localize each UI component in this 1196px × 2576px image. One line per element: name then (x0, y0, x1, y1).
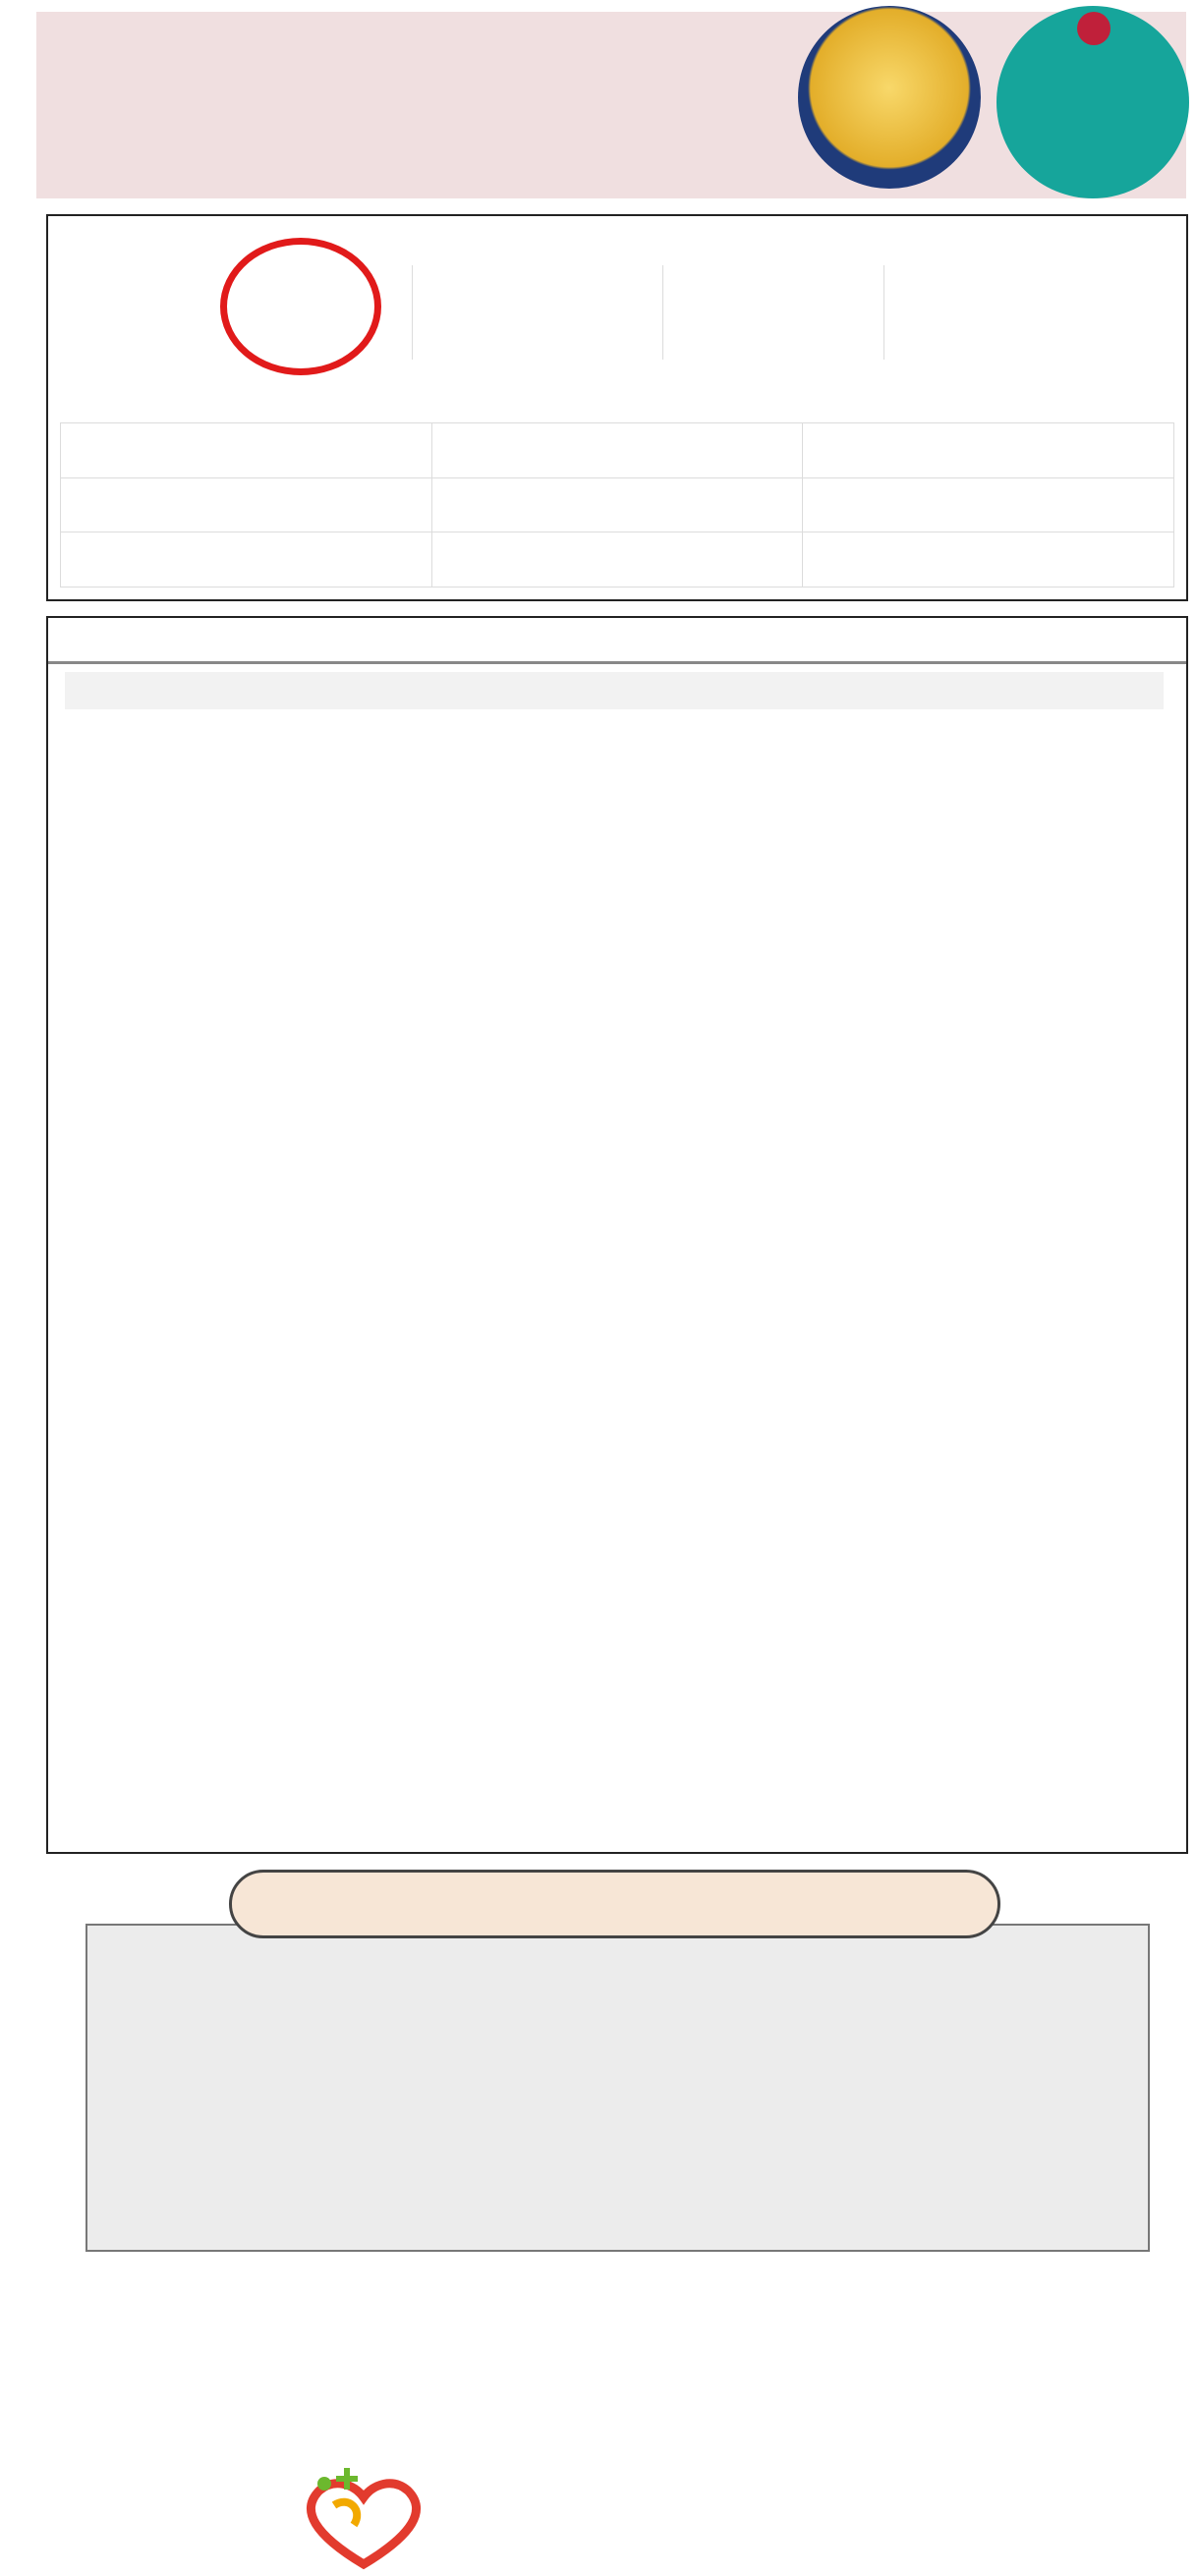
schedule-title (229, 1870, 1000, 1938)
divider (61, 477, 1173, 478)
satisfaction-grid (60, 422, 1174, 588)
academy-logo (295, 2466, 924, 2572)
stat-participation (885, 271, 1082, 277)
satisfaction-panel (46, 214, 1188, 415)
divider (802, 423, 803, 587)
stat-enrolled (451, 271, 648, 277)
reviews-panel (46, 616, 1188, 1854)
schedule-box (85, 1924, 1150, 2252)
satisfaction-grid-panel (46, 411, 1188, 601)
divider (662, 265, 663, 360)
divider (883, 265, 884, 360)
stat-evaluators (667, 271, 864, 277)
certification-badge (997, 6, 1189, 198)
divider (431, 423, 432, 587)
highlight-circle (220, 238, 381, 375)
celebration-seal-icon (1077, 12, 1111, 45)
heart-logo-icon (295, 2466, 432, 2572)
divider (48, 661, 1186, 664)
divider (412, 265, 413, 360)
header-banner (36, 12, 1186, 198)
reviews-subtitle (65, 672, 1164, 709)
excellent-institution-badge (798, 6, 981, 189)
